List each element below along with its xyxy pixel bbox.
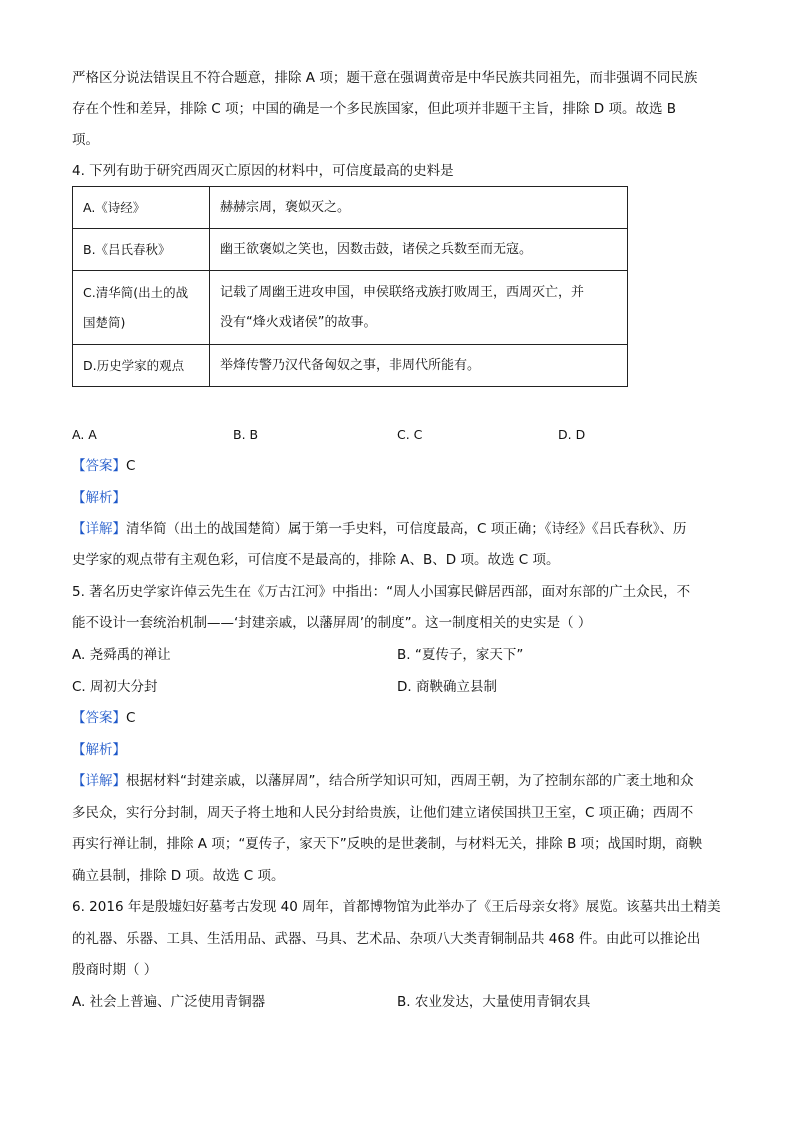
q4-analysis-label bbox=[72, 488, 722, 508]
q4-option-c: C. C bbox=[397, 427, 423, 442]
q4-option-d: D. D bbox=[558, 427, 586, 442]
q5-option-a: A. 尧舜禹的禅让 bbox=[72, 647, 171, 663]
q4-row-a-content: 赫赫宗周，褒姒灭之。 bbox=[210, 187, 628, 229]
q4-detail-line-1 bbox=[72, 519, 722, 539]
q4-detail-tag: 【详解】 bbox=[72, 521, 126, 537]
q5-detail-line-3: 再实行禅让制，排除 A 项；“夏传子，家天下”反映的是世袭制，与材料无关，排除 B 项；战国时期，商鞅 bbox=[72, 836, 703, 852]
prev-analysis-line-3: 项。 bbox=[72, 132, 99, 148]
q5-option-c: C. 周初大分封 bbox=[72, 679, 158, 695]
table-row bbox=[73, 271, 628, 345]
q5-answer bbox=[72, 708, 722, 728]
prev-analysis-line-1: 严格区分说法错误且不符合题意，排除 A 项；题干意在强调黄帝是中华民族共同祖先，而非强调不同民族 bbox=[72, 70, 698, 86]
q4-row-c-content-line-2: 没有“烽火戏诸侯”的故事。 bbox=[220, 314, 377, 330]
q4-row-c-content bbox=[210, 271, 628, 345]
q5-detail-line-4: 确立县制，排除 D 项。故选 C 项。 bbox=[72, 868, 285, 884]
q5-detail-tag: 【详解】 bbox=[72, 773, 126, 789]
q5-detail-line-1 bbox=[72, 771, 722, 791]
q4-option-b: B. B bbox=[233, 427, 259, 442]
q4-row-b-source: B.《吕氏春秋》 bbox=[73, 229, 210, 271]
q6-option-b: B. 农业发达，大量使用青铜农具 bbox=[397, 994, 591, 1010]
q6-option-a: A. 社会上普遍、广泛使用青铜器 bbox=[72, 994, 266, 1010]
q4-row-c-source-line-2: 国楚简) bbox=[83, 314, 126, 330]
q4-detail-text-1: 清华简（出土的战国楚简）属于第一手史料，可信度最高，C 项正确；《诗经》《吕氏春秋》、历 bbox=[126, 521, 687, 537]
q5-option-d: D. 商鞅确立县制 bbox=[397, 679, 497, 695]
q6-stem-line-3: 殷商时期（ ） bbox=[72, 962, 158, 978]
prev-analysis-line-2: 存在个性和差异，排除 C 项；中国的确是一个多民族国家，但此项并非题干主旨，排除 D 项。故选 B bbox=[72, 101, 677, 117]
q5-answer-label: 【答案】 bbox=[72, 710, 126, 726]
q4-row-c-source bbox=[73, 271, 210, 345]
q4-answer-label: 【答案】 bbox=[72, 458, 126, 474]
q5-stem-line-2: 能不设计一套统治机制——‘封建亲戚，以藩屏周’的制度”。这一制度相关的史实是（ ） bbox=[72, 615, 592, 631]
q5-option-b: B. “夏传子，家天下” bbox=[397, 647, 524, 663]
q4-source-table bbox=[72, 186, 628, 387]
q6-stem-line-2: 的礼器、乐器、工具、生活用品、武器、马具、艺术品、杂项八大类青铜制品共 468 件。由此可以推论出 bbox=[72, 931, 701, 947]
table-row bbox=[73, 345, 628, 387]
q4-stem: 4. 下列有助于研究西周灭亡原因的材料中，可信度最高的史料是 bbox=[72, 163, 454, 179]
q5-stem-line-1: 5. 著名历史学家许倬云先生在《万古江河》中指出：“周人小国寡民僻居西部，面对东部的广土众民，不 bbox=[72, 584, 691, 600]
q6-stem-line-1: 6. 2016 年是殷墟妇好墓考古发现 40 周年，首都博物馆为此举办了《王后母亲女将》展览。该墓共出土精美 bbox=[72, 899, 721, 915]
q4-detail-line-2: 史学家的观点带有主观色彩，可信度不是最高的，排除 A、B、D 项。故选 C 项。 bbox=[72, 552, 560, 568]
q5-analysis-label bbox=[72, 740, 722, 760]
q4-row-d-content: 举烽传警乃汉代备匈奴之事，非周代所能有。 bbox=[210, 345, 628, 387]
q4-row-d-source: D.历史学家的观点 bbox=[73, 345, 210, 387]
q4-row-a-source: A.《诗经》 bbox=[73, 187, 210, 229]
q4-option-a: A. A bbox=[72, 427, 97, 442]
q4-row-b-content: 幽王欲褒姒之笑也，因数击鼓，诸侯之兵数至而无寇。 bbox=[210, 229, 628, 271]
q4-answer-value: C bbox=[126, 458, 136, 474]
q4-answer bbox=[72, 456, 722, 476]
table-row bbox=[73, 187, 628, 229]
table-row bbox=[73, 229, 628, 271]
q5-analysis-tag: 【解析】 bbox=[72, 742, 126, 758]
q4-analysis-tag: 【解析】 bbox=[72, 490, 126, 506]
q5-answer-value: C bbox=[126, 710, 136, 726]
q4-row-c-content-line-1: 记载了周幽王进攻申国，申侯联络戎族打败周王，西周灭亡，并 bbox=[220, 284, 585, 300]
q5-detail-text-1: 根据材料“封建亲戚，以藩屏周”，结合所学知识可知，西周王朝，为了控制东部的广袤土地和众 bbox=[126, 773, 694, 789]
q4-row-c-source-line-1: C.清华简(出土的战 bbox=[83, 284, 189, 300]
q5-detail-line-2: 多民众，实行分封制，周天子将土地和人民分封给贵族，让他们建立诸侯国拱卫王室，C 项正确；西周不 bbox=[72, 805, 694, 821]
